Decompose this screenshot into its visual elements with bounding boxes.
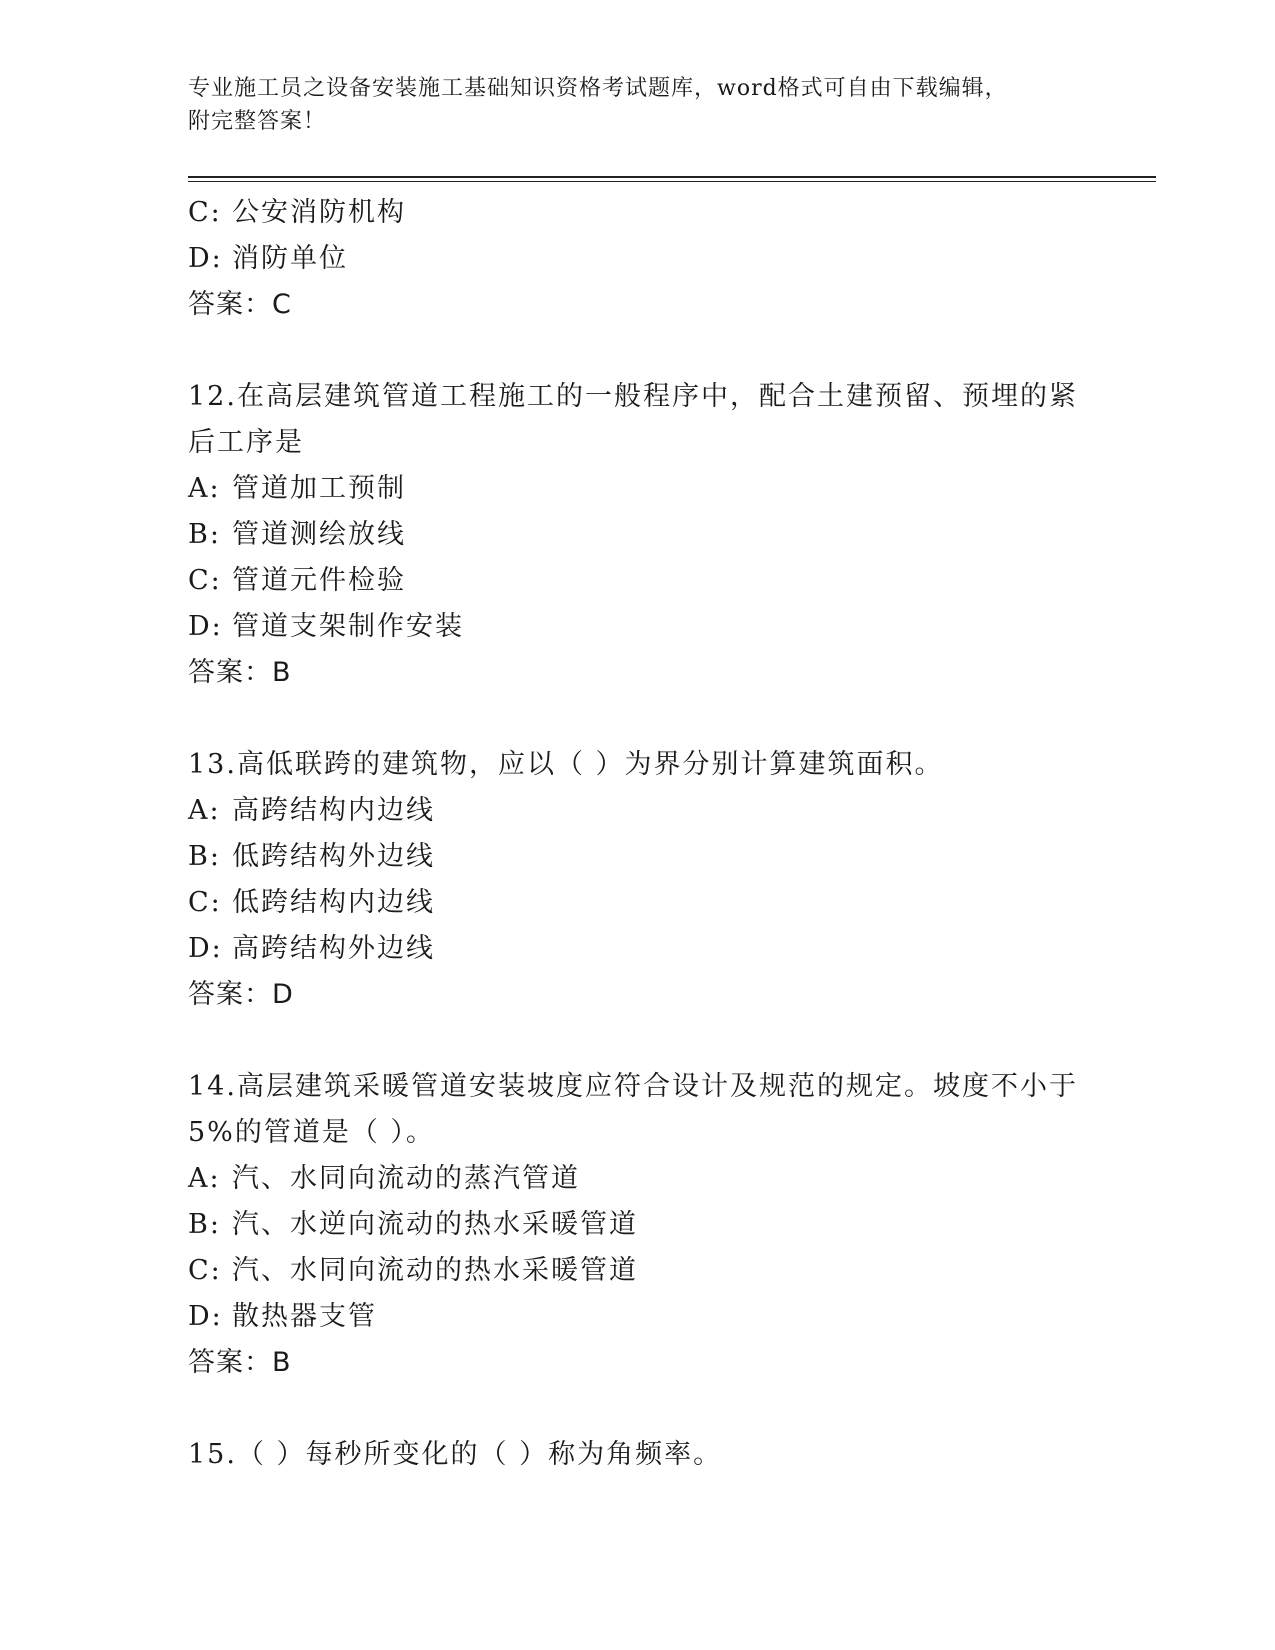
option-d: D: 管道支架制作安装 (188, 611, 464, 642)
option-c: C: 汽、水同向流动的热水采暖管道 (188, 1255, 638, 1286)
header-line-2: 附完整答案！ (188, 109, 327, 134)
question-stem: 14.高层建筑采暖管道安装坡度应符合设计及规范的规定。坡度不小于 (188, 1071, 1078, 1102)
option-a: A: 管道加工预制 (188, 473, 406, 504)
spacer (188, 328, 1088, 374)
option-d: D: 消防单位 (188, 243, 348, 274)
spacer (188, 1386, 1088, 1432)
question-15 (188, 1432, 1088, 1478)
answer-line: 答案：B (188, 1347, 292, 1378)
question-14 (188, 1064, 1088, 1386)
option-a: A: 汽、水同向流动的蒸汽管道 (188, 1163, 580, 1194)
question-stem: 15.（ ）每秒所变化的（ ）称为角频率。 (188, 1439, 723, 1470)
option-c: C: 管道元件检验 (188, 565, 406, 596)
question-stem: 13.高低联跨的建筑物，应以（ ）为界分别计算建筑面积。 (188, 749, 944, 780)
question-carryover (188, 190, 1088, 328)
option-c: C: 公安消防机构 (188, 197, 406, 228)
answer-line: 答案：B (188, 657, 292, 688)
spacer (188, 696, 1088, 742)
question-stem-cont: 5%的管道是（ ）。 (188, 1117, 435, 1148)
option-a: A: 高跨结构内边线 (188, 795, 435, 826)
question-13 (188, 742, 1088, 1018)
option-b: B: 管道测绘放线 (188, 519, 406, 550)
spacer (188, 1018, 1088, 1064)
question-stem: 12.在高层建筑管道工程施工的一般程序中，配合土建预留、预埋的紧 (188, 381, 1078, 412)
option-d: D: 高跨结构外边线 (188, 933, 435, 964)
option-b: B: 低跨结构外边线 (188, 841, 435, 872)
question-list (188, 190, 1088, 1478)
header-line-1: 专业施工员之设备安装施工基础知识资格考试题库，word格式可自由下载编辑， (188, 76, 1008, 101)
answer-line: 答案：D (188, 979, 294, 1010)
header-divider-thin (188, 181, 1156, 182)
option-c: C: 低跨结构内边线 (188, 887, 435, 918)
option-b: B: 汽、水逆向流动的热水采暖管道 (188, 1209, 638, 1240)
option-d: D: 散热器支管 (188, 1301, 377, 1332)
question-12 (188, 374, 1088, 696)
header-divider (188, 176, 1156, 178)
question-stem-cont: 后工序是 (188, 427, 304, 458)
page-header (188, 72, 1068, 138)
answer-line: 答案：C (188, 289, 292, 320)
